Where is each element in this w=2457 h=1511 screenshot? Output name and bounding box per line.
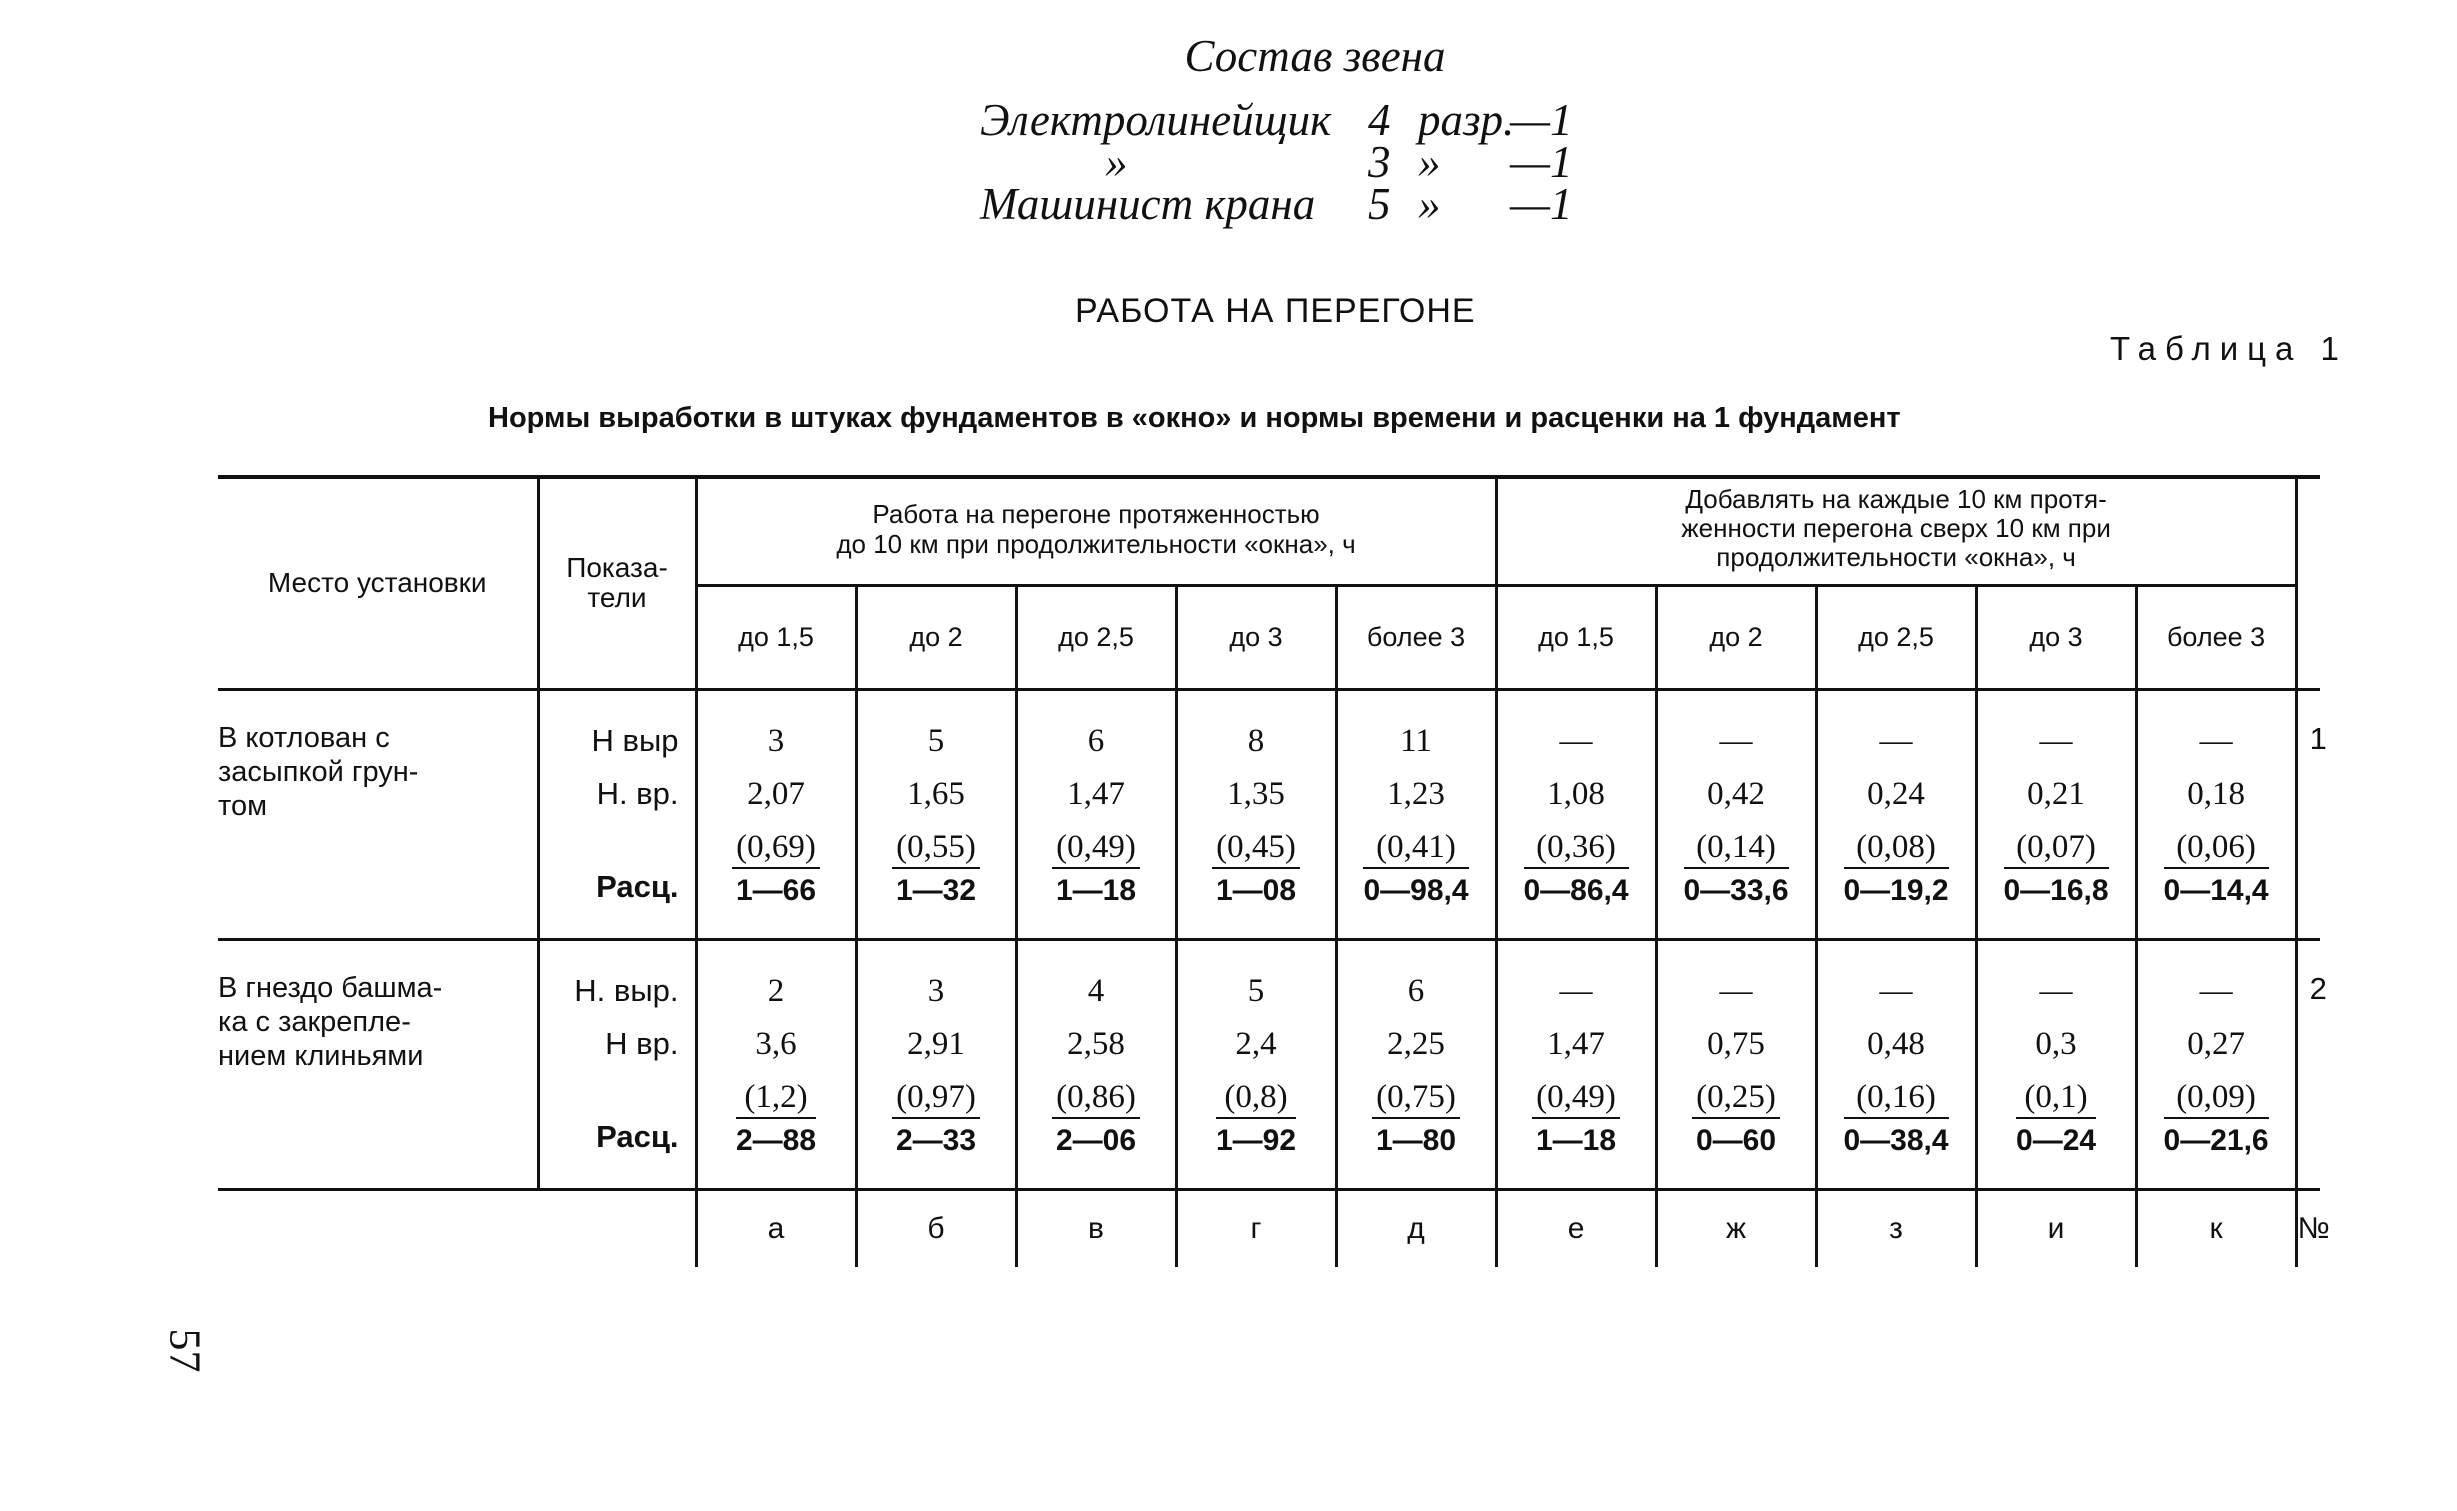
- place-cell: В котлован с засыпкой грун- том: [218, 689, 538, 939]
- output-norm: 3: [767, 722, 785, 759]
- value-cell: [2136, 939, 2296, 1189]
- table-row: [218, 689, 2320, 939]
- crew-member-count: —1: [1510, 95, 1573, 145]
- rate-fraction: [1524, 827, 1629, 911]
- rate-value: 0—24: [2016, 1123, 2097, 1157]
- rate-value: 0—60: [1696, 1123, 1777, 1157]
- crew-member-count: —1: [1510, 179, 1573, 229]
- time-norm-per-worker: (0,8): [1216, 1077, 1296, 1119]
- time-norm: 1,08: [1547, 775, 1605, 812]
- output-norm: —: [2039, 722, 2073, 759]
- rate-fraction: [892, 827, 980, 911]
- value-cell: [2136, 689, 2296, 939]
- value-cell: [856, 689, 1016, 939]
- time-norm-per-worker: (0,75): [1372, 1077, 1460, 1119]
- time-norm: 0,48: [1867, 1025, 1925, 1062]
- time-norm: 0,21: [2027, 775, 2085, 812]
- header-row-groups: [218, 477, 2320, 585]
- rate-value: 2—33: [895, 1123, 977, 1157]
- output-norm: —: [2039, 972, 2073, 1009]
- rate-fraction: [1216, 1077, 1296, 1161]
- number-symbol: №: [2296, 1189, 2320, 1267]
- crew-member-unit: »: [1418, 179, 1441, 229]
- time-norm: 0,42: [1707, 775, 1765, 812]
- value-cell: [696, 689, 856, 939]
- value-cell: [1656, 939, 1816, 1189]
- rate-fraction: [1363, 827, 1468, 911]
- header-duration-2: до 2: [856, 585, 1016, 689]
- time-norm: 2,07: [747, 775, 805, 812]
- rate-fraction: [736, 1077, 816, 1161]
- value-cell: [856, 939, 1016, 1189]
- value-cell: [1816, 939, 1976, 1189]
- header-duration-4: до 3: [1176, 585, 1336, 689]
- indicator-label: Расц.: [596, 868, 679, 904]
- crew-member-3: [980, 179, 1620, 229]
- row-number: 2: [2296, 939, 2320, 1189]
- time-norm-per-worker: (0,1): [2016, 1077, 2096, 1119]
- time-norm: 0,18: [2187, 775, 2245, 812]
- time-norm-per-worker: (0,86): [1052, 1077, 1140, 1119]
- crew-member-grade: 4: [1368, 95, 1391, 145]
- output-norm: 5: [1247, 972, 1265, 1009]
- time-norm-per-worker: (0,55): [892, 827, 980, 869]
- rate-fraction: [1052, 1077, 1140, 1161]
- header-group-base: [696, 477, 1496, 585]
- indicator-label: Н выр: [591, 722, 679, 758]
- crew-member-grade: 3: [1368, 137, 1391, 187]
- output-norm: 11: [1400, 722, 1432, 759]
- time-norm-per-worker: (0,49): [1532, 1077, 1620, 1119]
- time-norm-per-worker: (0,16): [1844, 1077, 1949, 1119]
- time-norm-per-worker: (0,49): [1052, 827, 1140, 869]
- time-norm: 2,4: [1235, 1025, 1277, 1062]
- output-norm: —: [1719, 972, 1753, 1009]
- rate-value: 0—19,2: [1843, 873, 1949, 907]
- section-title: РАБОТА НА ПЕРЕГОНЕ: [1075, 292, 1476, 330]
- value-cell: [1176, 689, 1336, 939]
- crew-member-1: [980, 95, 1620, 145]
- column-letter: а: [696, 1189, 856, 1267]
- header-group-additional-text: Добавлять на каждые 10 км протя- женности перегона сверх 10 км при продолжительности «окна», ч: [1681, 484, 2111, 572]
- indicator-label: Н. выр.: [574, 972, 679, 1008]
- header-duration-7: до 2: [1656, 585, 1816, 689]
- header-place: Место установки: [218, 477, 538, 689]
- column-letter: г: [1176, 1189, 1336, 1267]
- row-number: 1: [2296, 689, 2320, 939]
- rate-fraction: [1372, 1077, 1460, 1161]
- rate-fraction: [1684, 827, 1789, 911]
- rate-value: 1—32: [895, 873, 977, 907]
- rate-fraction: [2016, 1077, 2096, 1161]
- output-norm: —: [1559, 722, 1593, 759]
- rate-fraction: [892, 1077, 980, 1161]
- rate-value: 1—08: [1215, 873, 1297, 907]
- value-cell: [1496, 689, 1656, 939]
- norms-table: [218, 475, 2330, 1267]
- time-norm: 0,75: [1707, 1025, 1765, 1062]
- output-norm: 6: [1407, 972, 1425, 1009]
- value-cell: [1336, 689, 1496, 939]
- rate-fraction: [2004, 827, 2109, 911]
- time-norm-per-worker: (0,07): [2004, 827, 2109, 869]
- rate-fraction: [1532, 1077, 1620, 1161]
- table-number: Таблица 1: [2110, 330, 2348, 367]
- output-norm: 2: [767, 972, 785, 1009]
- time-norm-per-worker: (0,97): [892, 1077, 980, 1119]
- time-norm-per-worker: (0,69): [732, 827, 820, 869]
- time-norm: 1,47: [1067, 775, 1125, 812]
- rate-value: 0—98,4: [1363, 873, 1469, 907]
- header-duration-6: до 1,5: [1496, 585, 1656, 689]
- crew-member-grade: 5: [1368, 179, 1391, 229]
- table-row: [218, 939, 2320, 1189]
- rate-fraction: [2164, 1077, 2269, 1161]
- value-cell: [1016, 689, 1176, 939]
- crew-member-name: »: [1105, 137, 1128, 187]
- value-cell: [1176, 939, 1336, 1189]
- time-norm: 1,23: [1387, 775, 1445, 812]
- output-norm: —: [1879, 722, 1913, 759]
- crew-member-unit: разр.: [1418, 95, 1515, 145]
- rate-value: 1—18: [1055, 873, 1137, 907]
- column-letter: е: [1496, 1189, 1656, 1267]
- rate-value: 1—18: [1536, 1123, 1617, 1157]
- crew-member-name: Электролинейщик: [980, 95, 1332, 145]
- rate-value: 0—33,6: [1683, 873, 1789, 907]
- output-norm: 4: [1087, 972, 1105, 1009]
- time-norm-per-worker: (0,41): [1363, 827, 1468, 869]
- rate-value: 0—86,4: [1523, 873, 1629, 907]
- header-duration-1: до 1,5: [696, 585, 856, 689]
- crew-member-2: [980, 137, 1620, 187]
- rate-fraction: [732, 827, 820, 911]
- time-norm-per-worker: (0,36): [1524, 827, 1629, 869]
- output-norm: 8: [1247, 722, 1265, 759]
- rate-fraction: [1844, 1077, 1949, 1161]
- crew-composition: [980, 31, 1620, 229]
- output-norm: 3: [927, 972, 945, 1009]
- output-norm: 6: [1087, 722, 1105, 759]
- output-norm: —: [1879, 972, 1913, 1009]
- indicator-label: Н вр.: [605, 1025, 679, 1061]
- header-group-additional: [1496, 477, 2296, 585]
- rate-value: 1—66: [735, 873, 817, 907]
- time-norm: 0,24: [1867, 775, 1925, 812]
- header-indicators: [538, 477, 696, 689]
- time-norm: 2,91: [907, 1025, 965, 1062]
- output-norm: —: [1559, 972, 1593, 1009]
- output-norm: 5: [927, 722, 945, 759]
- value-cell: [1016, 939, 1176, 1189]
- rate-fraction: [1692, 1077, 1780, 1161]
- header-duration-3: до 2,5: [1016, 585, 1176, 689]
- rate-value: 0—14,4: [2163, 873, 2269, 907]
- crew-member-name: Машинист крана: [980, 179, 1316, 229]
- value-cell: [1656, 689, 1816, 939]
- crew-member-count: —1: [1510, 137, 1573, 187]
- value-cell: [1976, 689, 2136, 939]
- footer-empty: [538, 1189, 696, 1267]
- rate-fraction: [1844, 827, 1949, 911]
- rate-value: 0—21,6: [2163, 1123, 2269, 1157]
- header-duration-5: более 3: [1336, 585, 1496, 689]
- rate-value: 1—80: [1375, 1123, 1457, 1157]
- time-norm-per-worker: (0,06): [2164, 827, 2269, 869]
- time-norm: 1,35: [1227, 775, 1285, 812]
- time-norm: 3,6: [755, 1025, 797, 1062]
- rate-value: 0—38,4: [1843, 1123, 1949, 1157]
- column-letters-row: [218, 1189, 2320, 1267]
- header-duration-9: до 3: [1976, 585, 2136, 689]
- time-norm-per-worker: (0,09): [2164, 1077, 2269, 1119]
- value-cell: [696, 939, 856, 1189]
- output-norm: —: [1719, 722, 1753, 759]
- footer-empty: [218, 1189, 538, 1267]
- crew-member-unit: »: [1418, 137, 1441, 187]
- indicator-labels: [538, 689, 696, 939]
- column-letter: в: [1016, 1189, 1176, 1267]
- time-norm: 1,65: [907, 775, 965, 812]
- header-duration-10: более 3: [2136, 585, 2296, 689]
- header-indicators-text: Показа- тели: [566, 552, 668, 614]
- rate-value: 0—16,8: [2003, 873, 2109, 907]
- table-caption: Нормы выработки в штуках фундаментов в «окно» и нормы времени и расценки на 1 фундамент: [488, 402, 1901, 434]
- time-norm-per-worker: (0,45): [1212, 827, 1300, 869]
- rate-value: 1—92: [1215, 1123, 1297, 1157]
- time-norm: 0,3: [2035, 1025, 2077, 1062]
- rate-value: 2—88: [735, 1123, 817, 1157]
- column-letter: д: [1336, 1189, 1496, 1267]
- time-norm: 2,58: [1067, 1025, 1125, 1062]
- time-norm: 1,47: [1547, 1025, 1605, 1062]
- column-letter: ж: [1656, 1189, 1816, 1267]
- time-norm: 0,27: [2187, 1025, 2245, 1062]
- place-cell: В гнездо башма- ка с закрепле- нием клиньями: [218, 939, 538, 1189]
- header-duration-8: до 2,5: [1816, 585, 1976, 689]
- crew-title: Состав звена: [1184, 31, 1446, 81]
- rate-value: 2—06: [1055, 1123, 1137, 1157]
- column-letter: и: [1976, 1189, 2136, 1267]
- column-letter: к: [2136, 1189, 2296, 1267]
- column-letter: з: [1816, 1189, 1976, 1267]
- output-norm: —: [2199, 722, 2233, 759]
- indicator-labels: [538, 939, 696, 1189]
- indicator-label: Расц.: [596, 1118, 679, 1154]
- header-group-base-text: Работа на перегоне протяженностью до 10 км при продолжительности «окна», ч: [836, 499, 1356, 559]
- rate-fraction: [2164, 827, 2269, 911]
- column-letter: б: [856, 1189, 1016, 1267]
- header-number-col: [2296, 477, 2320, 689]
- value-cell: [1496, 939, 1656, 1189]
- time-norm-per-worker: (0,14): [1684, 827, 1789, 869]
- rate-fraction: [1052, 827, 1140, 911]
- time-norm-per-worker: (0,08): [1844, 827, 1949, 869]
- output-norm: —: [2199, 972, 2233, 1009]
- page-number: 57: [160, 1328, 210, 1373]
- rate-fraction: [1212, 827, 1300, 911]
- time-norm-per-worker: (0,25): [1692, 1077, 1780, 1119]
- value-cell: [1816, 689, 1976, 939]
- indicator-label: Н. вр.: [596, 775, 679, 811]
- time-norm-per-worker: (1,2): [736, 1077, 816, 1119]
- value-cell: [1976, 939, 2136, 1189]
- time-norm: 2,25: [1387, 1025, 1445, 1062]
- value-cell: [1336, 939, 1496, 1189]
